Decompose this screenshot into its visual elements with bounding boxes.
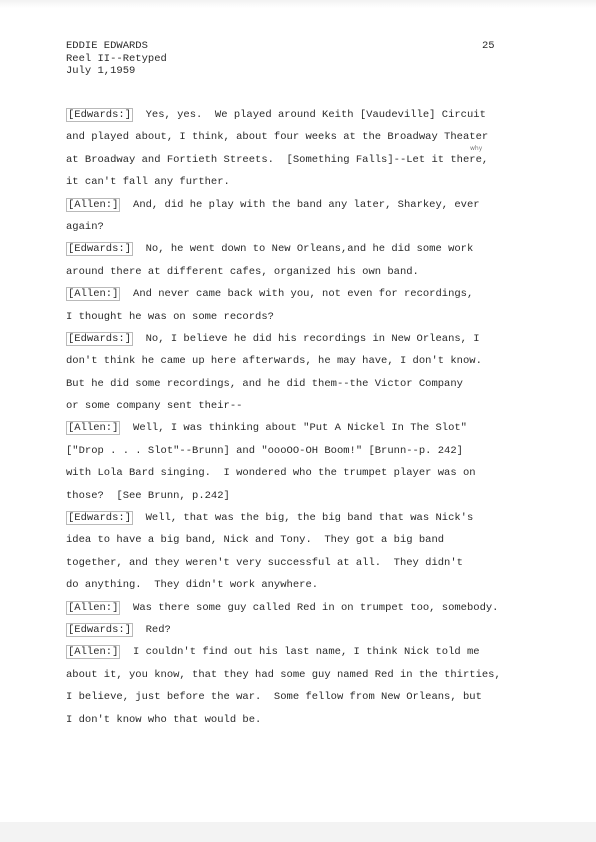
transcript-line: [66, 216, 536, 238]
transcript-line: [66, 149, 536, 171]
line-text: and played about, I think, about four weeks at the Broadway Theater: [66, 131, 489, 144]
line-text: together, and they weren't very successful at all. They didn't: [66, 556, 463, 569]
interview-date: July 1,1959: [66, 65, 136, 77]
reel-label: Reel II--Retyped: [66, 52, 167, 65]
transcript-line: [66, 552, 536, 574]
scan-bottom-edge: [0, 822, 596, 842]
transcript-line: [66, 619, 536, 641]
speaker-label: [Edwards:]: [68, 623, 132, 636]
transcript-line: [66, 328, 536, 350]
interviewee-name: EDDIE EDWARDS: [66, 40, 148, 52]
speaker-label: [Edwards:]: [68, 512, 132, 525]
speaker-label: [Allen:]: [68, 601, 119, 614]
transcript-line: [66, 395, 536, 417]
transcript-line: [66, 283, 536, 305]
page-number: 25: [482, 40, 495, 52]
transcript-line: [66, 238, 536, 260]
transcript-line: [66, 574, 536, 596]
line-text: with Lola Bard singing. I wondered who the trumpet player was on: [66, 467, 476, 480]
transcript-line: [66, 440, 536, 462]
line-text: Red?: [133, 623, 171, 636]
line-text: I don't know who that would be.: [66, 713, 262, 726]
line-text: about it, you know, that they had some guy named Red in the thirties,: [66, 668, 501, 681]
transcript-line: [66, 373, 536, 395]
speaker-label: [Edwards:]: [68, 109, 132, 121]
transcript-line: [66, 641, 536, 663]
transcript-line: [66, 194, 536, 216]
transcript-line: [66, 709, 536, 731]
transcript-line: [66, 171, 536, 193]
line-text: those? [See Brunn, p.242]: [66, 489, 230, 502]
transcript-line: [66, 664, 536, 686]
line-text: No, I believe he did his recordings in New Orleans, I: [133, 332, 480, 345]
scan-top-edge: [0, 0, 596, 8]
speaker-label: [Allen:]: [68, 422, 119, 435]
transcript-line: [66, 104, 536, 126]
line-text: it can't fall any further.: [66, 176, 230, 189]
transcript-line: [66, 126, 536, 148]
transcript-line: [66, 597, 536, 619]
transcript-line: [66, 306, 536, 328]
speaker-label: [Allen:]: [68, 198, 119, 211]
handwritten-margin-note: why: [470, 145, 483, 152]
line-text: I couldn't find out his last name, I think Nick told me: [120, 646, 480, 659]
line-text: And never came back with you, not even for recordings,: [120, 288, 474, 301]
transcript-line: [66, 686, 536, 708]
transcript-line: [66, 417, 536, 439]
line-text: No, he went down to New Orleans,and he did some work: [133, 243, 474, 256]
transcript-line: [66, 462, 536, 484]
transcript-line: [66, 507, 536, 529]
line-text: around there at different cafes, organized his own band.: [66, 265, 419, 278]
line-text: again?: [66, 220, 104, 233]
transcript-line: [66, 350, 536, 372]
transcript-body: [66, 104, 536, 731]
line-text: idea to have a big band, Nick and Tony. They got a big band: [66, 534, 445, 547]
speaker-label: [Edwards:]: [68, 243, 132, 256]
line-text: at Broadway and Fortieth Streets. [Something Falls]--Let it there,: [66, 153, 489, 166]
transcript-line: [66, 529, 536, 551]
line-text: I believe, just before the war. Some fellow from New Orleans, but: [66, 691, 482, 704]
speaker-label: [Allen:]: [68, 288, 119, 301]
speaker-label: [Allen:]: [68, 646, 119, 659]
line-text: I thought he was on some records?: [66, 310, 274, 323]
line-text: don't think he came up here afterwards, he may have, I don't know.: [66, 355, 482, 368]
line-text: But he did some recordings, and he did them--the Victor Company: [66, 377, 463, 390]
speaker-label: [Edwards:]: [68, 332, 132, 345]
line-text: Yes, yes. We played around Keith [Vaudeville] Circuit: [133, 109, 486, 121]
document-header: [66, 40, 167, 78]
line-text: or some company sent their--: [66, 400, 243, 413]
line-text: Well, that was the big, the big band that was Nick's: [133, 512, 474, 525]
transcript-line: [66, 485, 536, 507]
line-text: Well, I was thinking about "Put A Nickel In The Slot": [120, 422, 467, 435]
line-text: Was there some guy called Red in on trumpet too, somebody.: [120, 601, 499, 614]
line-text: do anything. They didn't work anywhere.: [66, 579, 319, 592]
line-text: And, did he play with the band any later, Sharkey, ever: [120, 198, 480, 211]
transcript-line: [66, 261, 536, 283]
line-text: ["Drop . . . Slot"--Brunn] and "oooOO-OH Boom!" [Brunn--p. 242]: [66, 444, 463, 457]
